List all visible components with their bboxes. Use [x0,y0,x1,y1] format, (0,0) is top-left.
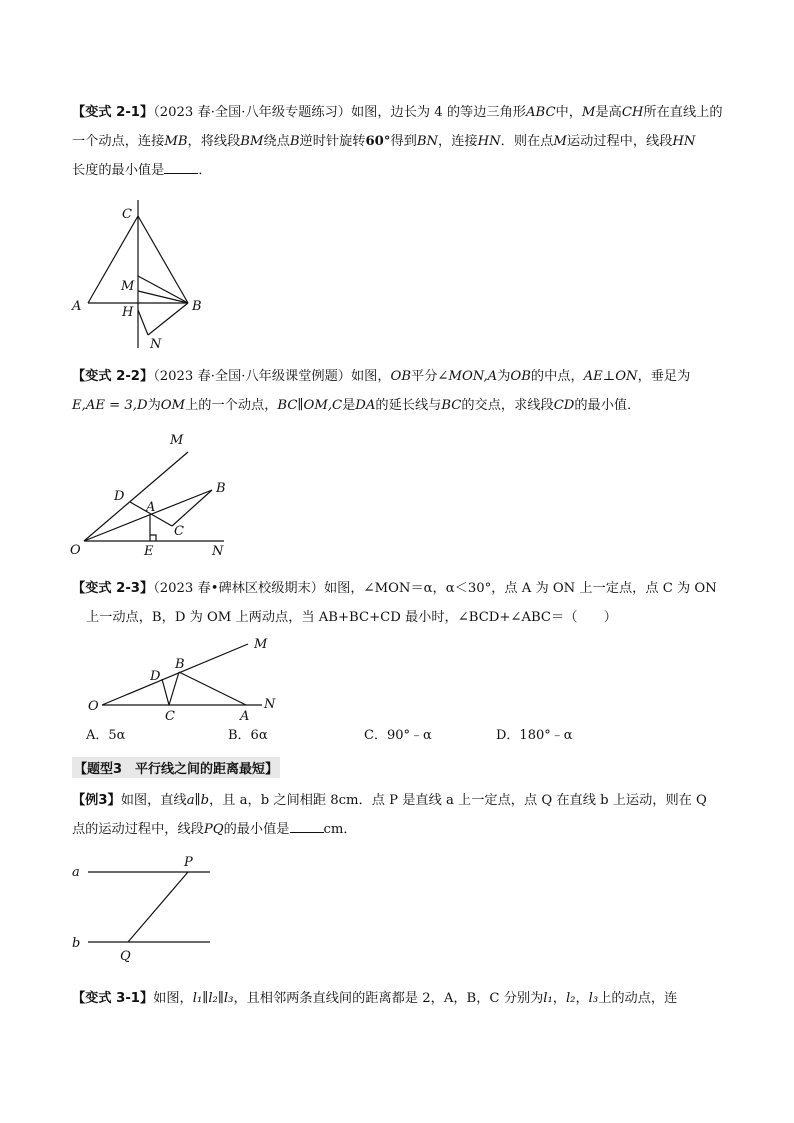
option-b[interactable]: B．6α [228,728,268,743]
label-M: M [254,637,268,652]
label-B: B [175,657,185,672]
label-H: H [122,305,134,320]
label-C: C [174,524,184,539]
segment-CD [162,679,169,705]
label-P: P [184,855,193,870]
label-A: A [72,299,82,314]
question-tag: 【变式 3-1】 [72,991,154,1006]
label-b: b [72,936,81,951]
question-tag: 【例3】 [72,793,121,808]
figure-equilateral-triangle [64,198,234,356]
question-tag: 【变式 2-1】 [72,105,154,120]
label-E: E [144,544,154,559]
right-angle-mark [150,535,156,541]
label-C: C [122,207,132,222]
section-heading: 【题型3 平行线之间的距离最短】 [72,757,280,778]
answer-options [86,724,706,748]
label-M: M [170,433,184,448]
ray-OB [84,490,212,541]
figure-parallel-lines [66,852,226,964]
question-3-1: 【变式 3-1】如图，l₁∥l₂∥l₃，且相邻两条直线间的距离都是 2，A，B，C 分别为l₁，l₂，l₃上的动点，连 [72,991,678,1006]
label-B: B [216,481,226,496]
figure-min-path [82,632,282,722]
segment-BC [172,490,212,526]
option-c[interactable]: C．90°﹣α [364,728,432,743]
segment-BN [148,303,188,335]
segment-MB [138,291,188,303]
answer-blank [290,818,324,833]
question-2-1: 【变式 2-1】（2023 春·全国·八年级专题练习）如图，边长为 4 的等边三角形ABC中，M是高CH所在直线上的一个动点，连接MB，将线段BM绕点B逆时针旋转60°得到BN，连接HN．则在点M运动过程中，线段HN 长度的最小值是 ． [72,105,723,178]
question-tag: 【变式 2-3】 [72,581,154,596]
label-A: A [146,500,156,515]
answer-blank [164,159,198,174]
question-2-2: 【变式 2-2】（2023 春·全国·八年级课堂例题）如图，OB平分∠MON,A为OB的中点，AE⊥ON，垂足为 E,AE = 3,D为OM上的一个动点，BC∥OM,C是DA的延长线与BC的交点，求线段CD的最小值． [72,369,691,413]
example-3: 【例3】如图，直线a∥b，且 a，b 之间相距 8cm．点 P 是直线 a 上一定点，点 Q 在直线 b 上运动，则在 Q 点的运动过程中，线段PQ的最小值是 cm． [72,793,707,837]
label-a: a [72,865,80,880]
label-B: B [192,299,202,314]
segment-HN [138,310,148,335]
label-D: D [150,669,161,684]
label-M: M [121,279,135,294]
label-O: O [88,699,99,714]
label-N: N [264,697,276,712]
label-O: O [70,543,81,558]
label-C: C [165,709,175,722]
segment-PQ [128,872,188,942]
question-tag: 【变式 2-2】 [72,369,154,384]
label-D: D [114,489,125,504]
figure-angle-bisector [66,428,246,562]
segment-AB [179,672,246,705]
label-A: A [240,709,250,722]
label-N: N [150,337,162,352]
option-d[interactable]: D．180°﹣α [496,728,573,743]
question-2-3: 【变式 2-3】（2023 春•碑林区校级期末）如图，∠MON＝α，α＜30°，点 A 为 ON 上一定点，点 C 为 ON 上一动点，B，D 为 OM 上两动点，当 AB+BC+CD 最小时，∠BCD+∠ABC＝（ ） [72,581,717,625]
label-Q: Q [120,949,131,964]
option-a[interactable]: A．5α [86,728,126,743]
label-N: N [212,544,224,559]
ray-OM [84,452,188,541]
